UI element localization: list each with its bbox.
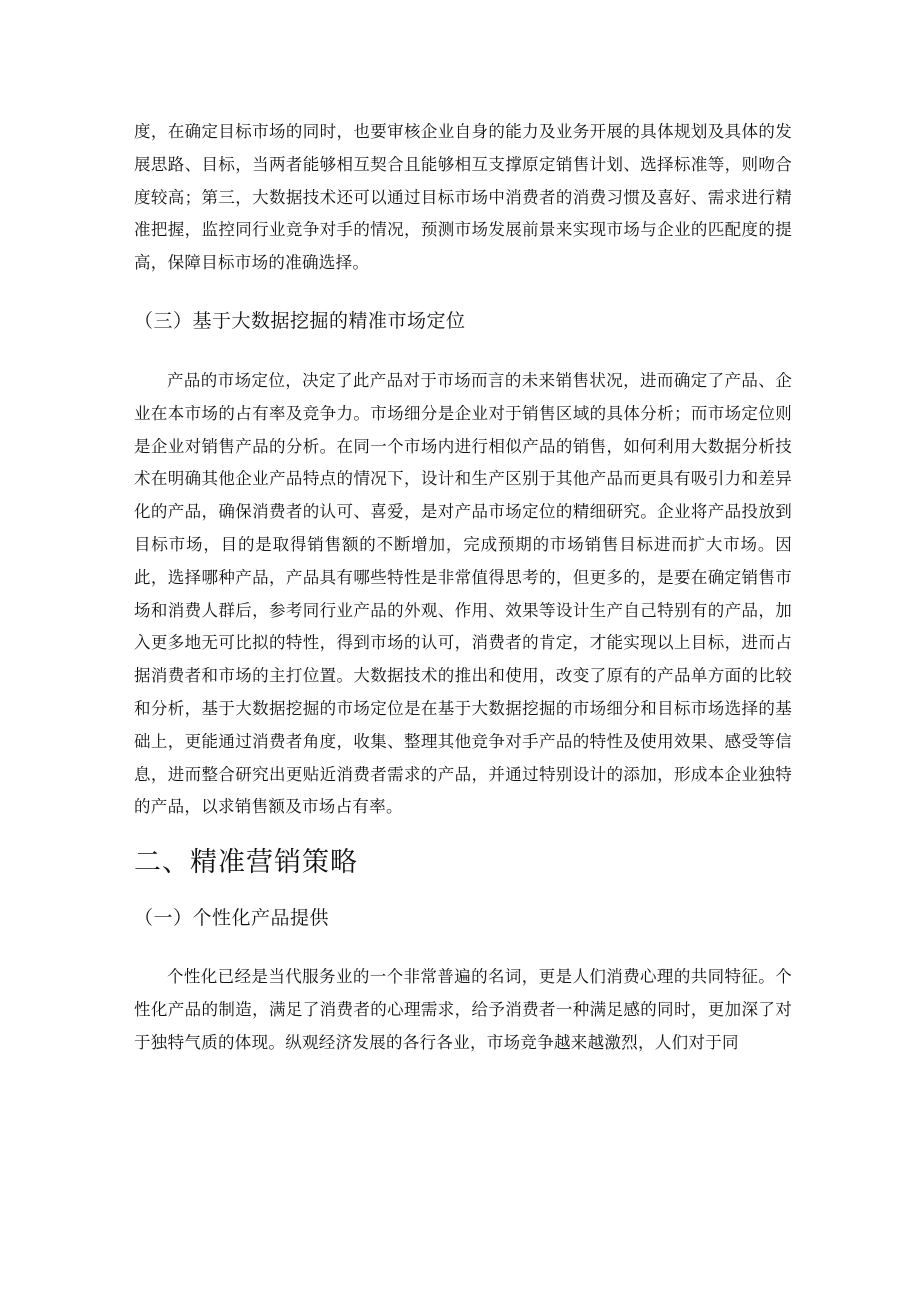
paragraph-personalized-products: 个性化已经是当代服务业的一个非常普遍的名词，更是人们消费心理的共同特征。个性化产品的制造，满足了消费者的心理需求，给予消费者一种满足感的同时，更加深了对于独特气质的体现。纵观经济发展的各行各业，市场竞争越来越激烈，人们对于同 (134, 967, 792, 1052)
document-page (134, 116, 792, 1060)
paragraph-continuation: 度，在确定目标市场的同时，也要审核企业自身的能力及业务开展的具体规划及具体的发展思路、目标，当两者能够相互契合且能够相互支撑原定销售计划、选择标准等，则吻合度较高；第三，大数据技术还可以通过目标市场中消费者的消费习惯及喜好、需求进行精准把握，监控同行业竞争对手的情况，预测市场发展前景来实现市场与企业的匹配度的提高，保障目标市场的准确选择。 (134, 122, 792, 273)
paragraph-market-positioning: 产品的市场定位，决定了此产品对于市场而言的未来销售状况，进而确定了产品、企业在本市场的占有率及竞争力。市场细分是企业对于销售区域的具体分析；而市场定位则是企业对销售产品的分析。在同一个市场内进行相似产品的销售，如何利用大数据分析技术在明确其他企业产品特点的情况下，设计和生产区别于其他产品而更具有吸引力和差异化的产品，确保消费者的认可、喜爱，是对产品市场定位的精细研究。企业将产品投放到目标市场，目的是取得销售额的不断增加，完成预期的市场销售目标进而扩大市场。因此，选择哪种产品，产品具有哪些特性是非常值得思考的，但更多的，是要在确定销售市场和消费人群后，参考同行业产品的外观、作用、效果等设计生产自己特别有的产品，加入更多地无可比拟的特性，得到市场的认可，消费者的肯定，才能实现以上目标，进而占据消费者和市场的主打位置。大数据技术的推出和使用，改变了原有的产品单方面的比较和分析，基于大数据挖掘的市场定位是在基于大数据挖掘的市场细分和目标市场选择的基础上，更能通过消费者角度，收集、整理其他竞争对手产品的特性及使用效果、感受等信息，进而整合研究出更贴近消费者需求的产品，并通过特别设计的添加，形成本企业独特的产品，以求销售额及市场占有率。 (134, 370, 792, 817)
subsection-heading-1: （一）个性化产品提供 (134, 907, 330, 930)
section-heading-2: 二、精准营销策略 (134, 847, 358, 879)
subsection-heading-3: （三）基于大数据挖掘的精准市场定位 (134, 309, 466, 332)
